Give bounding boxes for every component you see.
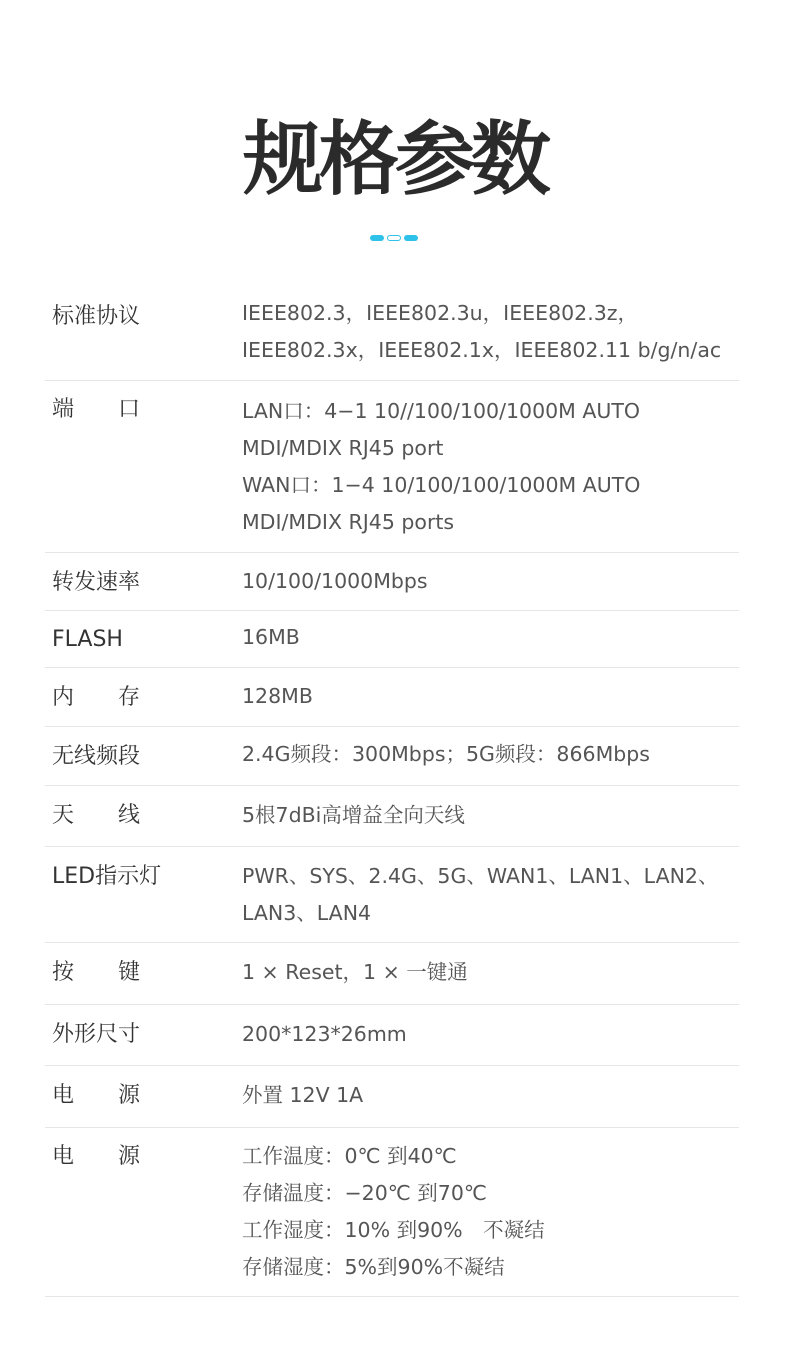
title-decoration [370,235,418,241]
spec-label: 标准协议 [52,304,141,329]
spec-row-power [45,1066,739,1128]
spec-row-environment [45,1128,739,1297]
spec-label: 外形尺寸 [52,1022,141,1047]
spec-value-line: 存储温度：−20℃ 到70℃ [242,1181,487,1205]
spec-value-line: 工作湿度：10% 到90% 不凝结 [242,1218,545,1242]
spec-row-wireless-band [45,727,739,786]
spec-row-buttons [45,943,739,1005]
spec-label: 按 键 [52,960,141,985]
spec-label: 转发速率 [52,570,141,595]
spec-value-line: 外置 12V 1A [242,1083,364,1107]
spec-value-line: MDI/MDIX RJ45 port [242,436,444,460]
spec-value-line: 128MB [242,684,313,708]
spec-value-line: 10/100/1000Mbps [242,569,428,593]
spec-value-line: 16MB [242,625,300,649]
spec-label: 内 存 [52,685,141,710]
spec-value-line: IEEE802.3x，IEEE802.1x，IEEE802.11 b/g/n/ac [242,338,722,362]
spec-label: 无线频段 [52,744,141,769]
spec-row-memory [45,668,739,727]
spec-value-line: 工作温度：0℃ 到40℃ [242,1144,457,1168]
spec-row-antenna [45,786,739,847]
decoration-dot-middle [387,235,401,241]
spec-value [242,858,718,932]
decoration-dot-right [404,235,418,241]
spec-value-line: IEEE802.3，IEEE802.3u，IEEE802.3z， [242,301,639,325]
spec-label: LED指示灯 [52,864,162,889]
spec-value-line: WAN口：1−4 10/100/100/1000M AUTO [242,473,641,497]
spec-row-led-indicators [45,847,739,943]
spec-value [242,295,721,369]
spec-label: 天 线 [52,803,141,828]
spec-value [242,1077,363,1114]
spec-value [242,954,468,991]
spec-value [242,1138,545,1286]
spec-value-line: LAN口：4−1 10//100/100/1000M AUTO [242,399,641,423]
spec-value-line: LAN3、LAN4 [242,901,372,925]
spec-value-line: 200*123*26mm [242,1022,407,1046]
spec-value [242,393,640,541]
spec-value [242,1016,407,1053]
spec-value [242,678,313,715]
spec-label: FLASH [52,627,123,652]
spec-value-line: 2.4G频段：300Mbps；5G频段：866Mbps [242,742,650,766]
spec-row-dimensions [45,1005,739,1066]
spec-value [242,619,300,656]
spec-label: 端 口 [52,397,141,422]
spec-value-line: PWR、SYS、2.4G、5G、WAN1、LAN1、LAN2、 [242,864,719,888]
spec-value-line: MDI/MDIX RJ45 ports [242,510,455,534]
spec-label: 电 源 [52,1144,141,1169]
spec-value [242,797,465,834]
spec-value-line: 1 × Reset，1 × 一键通 [242,960,468,984]
spec-row-forwarding-rate [45,553,739,611]
spec-row-flash [45,611,739,668]
spec-value [242,563,428,600]
spec-row-ports [45,381,739,553]
decoration-dot-left [370,235,384,241]
spec-value-line: 存储湿度：5%到90%不凝结 [242,1255,505,1279]
spec-label: 电 源 [52,1083,141,1108]
spec-value [242,736,650,773]
spec-row-protocol [45,287,739,381]
spec-value-line: 5根7dBi高增益全向天线 [242,803,465,827]
page-title: 规格参数 [243,113,547,206]
